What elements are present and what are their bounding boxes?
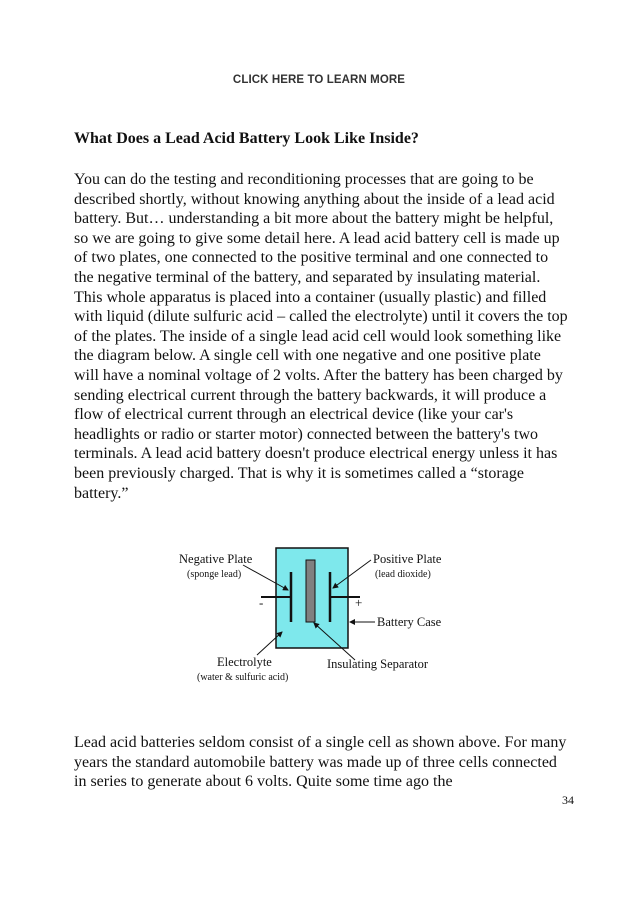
body-paragraph-1: You can do the testing and reconditioning processes that are going to be described shortly, without knowing anything about the inside of a lead acid battery. But… understanding a bit more about the battery might be helpful, so we are going to give some detail here. A lead acid battery cell is made up of two plates, one connected to the positive terminal and one connected to the negative terminal of the battery, and separated by insulating material. This whole apparatus is placed into a container (usually plastic) and filled with liquid (dilute sulfuric acid – called the electrolyte) until it covers the top of the plates. The inside of a single lead acid cell would look something like the diagram below. A single cell with one negative and one positive plate will have a nominal voltage of 2 volts. After the battery has been charged by sending electrical current through the battery backwards, it will produce a flow of electrical current through an electrical device (like your car's headlights or radio or starter motor) connected between the battery's two terminals. A lead acid battery doesn't produce electrical energy unless it has been previously charged. That is why it is sometimes called a “storage battery.”	[74, 171, 568, 502]
plus-sign: +	[355, 595, 363, 610]
learn-more-link[interactable]: CLICK HERE TO LEARN MORE	[232, 74, 406, 86]
negative-plate-label: Negative Plate	[179, 552, 253, 566]
section-title: What Does a Lead Acid Battery Look Like Inside?	[74, 130, 419, 147]
insulating-separator	[306, 560, 315, 622]
electrolyte-label: Electrolyte	[217, 655, 272, 669]
negative-plate-sublabel: (sponge lead)	[187, 569, 242, 580]
positive-plate-sublabel: (lead dioxide)	[375, 569, 431, 580]
insulating-separator-label: Insulating Separator	[327, 657, 429, 671]
positive-plate-label: Positive Plate	[373, 552, 442, 566]
page-number: 34	[562, 793, 574, 807]
body-paragraph-2: Lead acid batteries seldom consist of a single cell as shown above. For many years the standard automobile battery was made up of three cells connected in series to generate about 6 volts. Quite some time ago the	[74, 734, 567, 791]
lead-acid-cell-diagram	[165, 540, 465, 690]
electrolyte-sublabel: (water & sulfuric acid)	[197, 672, 289, 683]
minus-sign: -	[259, 595, 264, 610]
battery-case-label: Battery Case	[377, 615, 442, 629]
